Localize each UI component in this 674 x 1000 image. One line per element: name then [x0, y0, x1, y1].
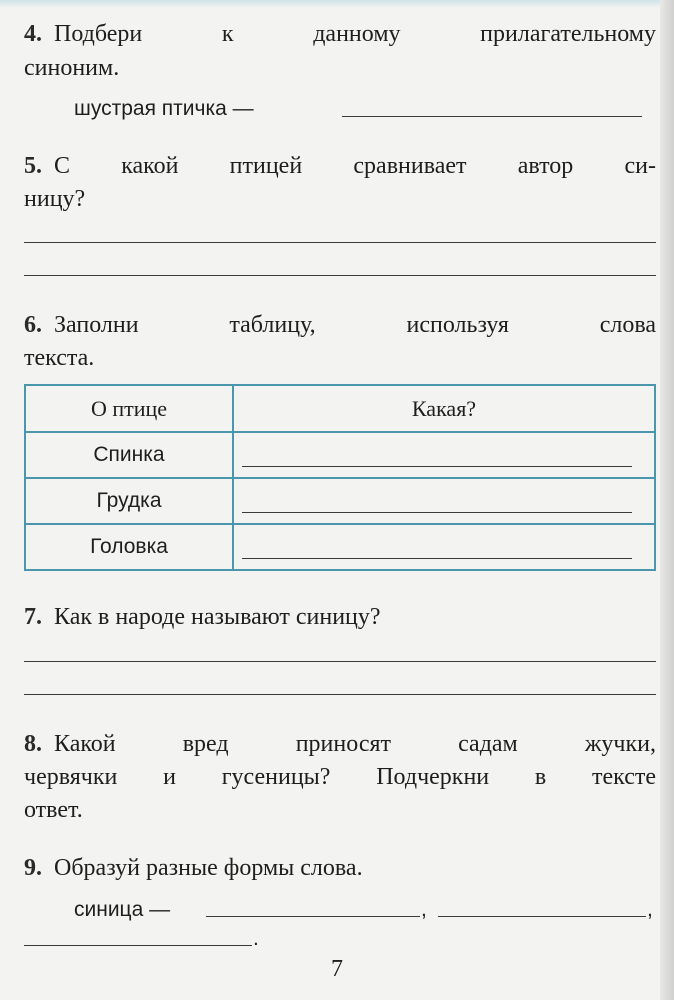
table-answer-line[interactable]: [242, 536, 632, 559]
task-9-prompt: синица —: [74, 898, 171, 921]
table-row: [25, 432, 655, 478]
task-9-number: 9.: [24, 855, 42, 881]
task-5-text: С какой птицей сравнивает автор си-: [54, 153, 656, 179]
table-answer-cell[interactable]: [233, 432, 655, 478]
table-answer-line[interactable]: [242, 444, 632, 467]
task-6-line2: текста.: [24, 345, 95, 371]
bird-table: [24, 384, 656, 571]
task-7-answer-line-2[interactable]: [24, 694, 656, 695]
task-4-number: 4.: [24, 21, 42, 47]
task-8-text: Какой вред приносят садам жучки,: [54, 731, 656, 757]
task-9-text: Образуй разные формы слова.: [54, 855, 363, 881]
task-4-answer-line[interactable]: [342, 116, 642, 117]
task-6-line1: [24, 309, 656, 342]
task-4-line2: синоним.: [24, 55, 120, 81]
table-answer-cell[interactable]: [233, 478, 655, 524]
table-row: [25, 478, 655, 524]
table-header-about: О птице: [25, 385, 233, 432]
task-9-period: .: [253, 927, 259, 950]
table-header-what: Какая?: [233, 385, 655, 432]
task-7-number: 7.: [24, 604, 42, 630]
task-5-line1: [24, 150, 656, 183]
page-number: 7: [331, 956, 343, 982]
table-row-label: Грудка: [25, 478, 233, 524]
task-7-text: Как в народе называют синицу?: [54, 604, 381, 630]
table-answer-line[interactable]: [242, 490, 632, 513]
table-row-label: Головка: [25, 524, 233, 570]
task-6-number: 6.: [24, 312, 42, 338]
task-8-line1: [24, 728, 656, 761]
task-7-answer-line-1[interactable]: [24, 661, 656, 662]
table-answer-cell[interactable]: [233, 524, 655, 570]
table-header-row: [25, 385, 655, 432]
task-9-comma-2: ,: [647, 898, 653, 921]
task-5-line2: ницу?: [24, 186, 86, 212]
task-8-line3: ответ.: [24, 797, 83, 823]
task-5-answer-line-1[interactable]: [24, 242, 656, 243]
task-7-line1: [24, 601, 381, 634]
task-8-number: 8.: [24, 731, 42, 757]
task-5-number: 5.: [24, 153, 42, 179]
task-6-text: Заполни таблицу, используя слова: [54, 312, 656, 338]
task-8-line2: червячки и гусеницы? Подчеркни в тексте: [24, 764, 656, 790]
task-9-answer-line-3[interactable]: [24, 945, 252, 946]
page-edge: [660, 0, 674, 1000]
table-row: [25, 524, 655, 570]
task-4-prompt: шустрая птичка —: [74, 97, 254, 120]
top-strip: [0, 0, 674, 8]
task-9-comma-1: ,: [421, 898, 427, 921]
table-row-label: Спинка: [25, 432, 233, 478]
task-4-text: Подбери к данному прилагательному: [54, 21, 656, 47]
task-5-answer-line-2[interactable]: [24, 275, 656, 276]
task-4-line1: [24, 18, 656, 51]
task-9-answer-line-1[interactable]: [206, 916, 420, 917]
task-9-line1: [24, 852, 363, 885]
task-9-answer-line-2[interactable]: [438, 916, 646, 917]
